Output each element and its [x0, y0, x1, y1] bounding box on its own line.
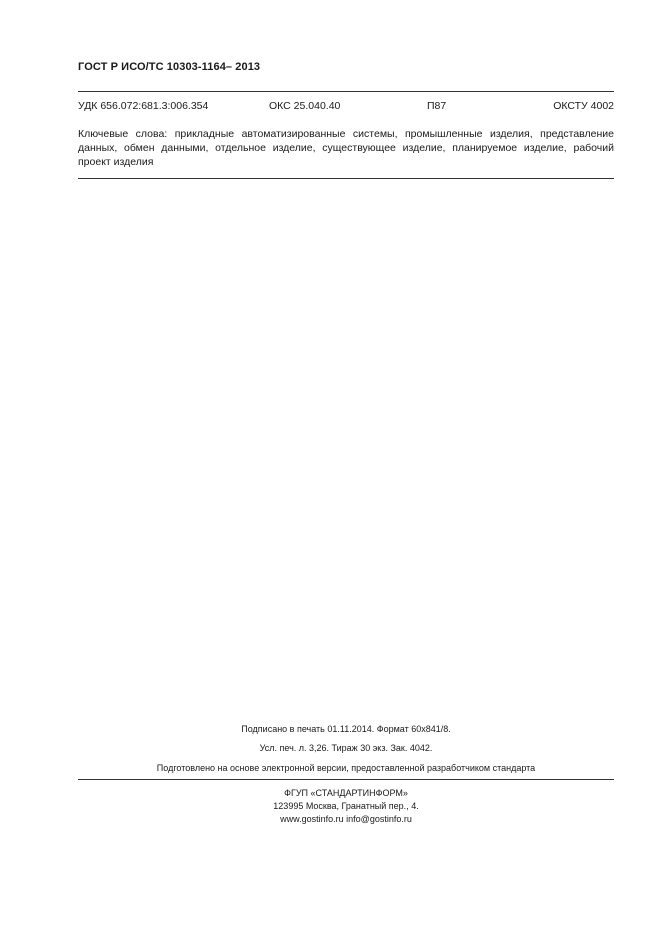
keywords-paragraph: Ключевые слова: прикладные автоматизированные системы, промышленные изделия, представление данных, обмен данными, отдельное изделие, существующее изделие, планируемое изделие, рабочий проект изделия [78, 128, 614, 168]
group-code: П87 [427, 100, 447, 112]
oks-code: ОКС 25.040.40 [269, 100, 341, 112]
classification-row [78, 100, 614, 114]
top-divider [78, 91, 614, 92]
publisher-name: ФГУП «СТАНДАРТИНФОРМ» [284, 788, 408, 798]
publisher-contacts: www.gostinfo.ru info@gostinfo.ru [280, 814, 412, 824]
imprint-prepared-line: Подготовлено на основе электронной версии, предоставленной разработчиком стандарта [156, 763, 536, 773]
publisher-address: 123995 Москва, Гранатный пер., 4. [273, 801, 419, 811]
imprint-print-run-line: Усл. печ. л. 3,26. Тираж 30 экз. Зак. 4042. [259, 743, 433, 753]
imprint-signed-line: Подписано в печать 01.11.2014. Формат 60х841/8. [241, 724, 451, 734]
udk-code: УДК 656.072:681.3:006.354 [78, 100, 209, 112]
imprint-divider [78, 779, 614, 780]
keywords-divider [78, 178, 614, 179]
okstu-code: ОКСТУ 4002 [553, 100, 614, 112]
standard-designation: ГОСТ Р ИСО/ТС 10303-1164– 2013 [78, 61, 261, 73]
